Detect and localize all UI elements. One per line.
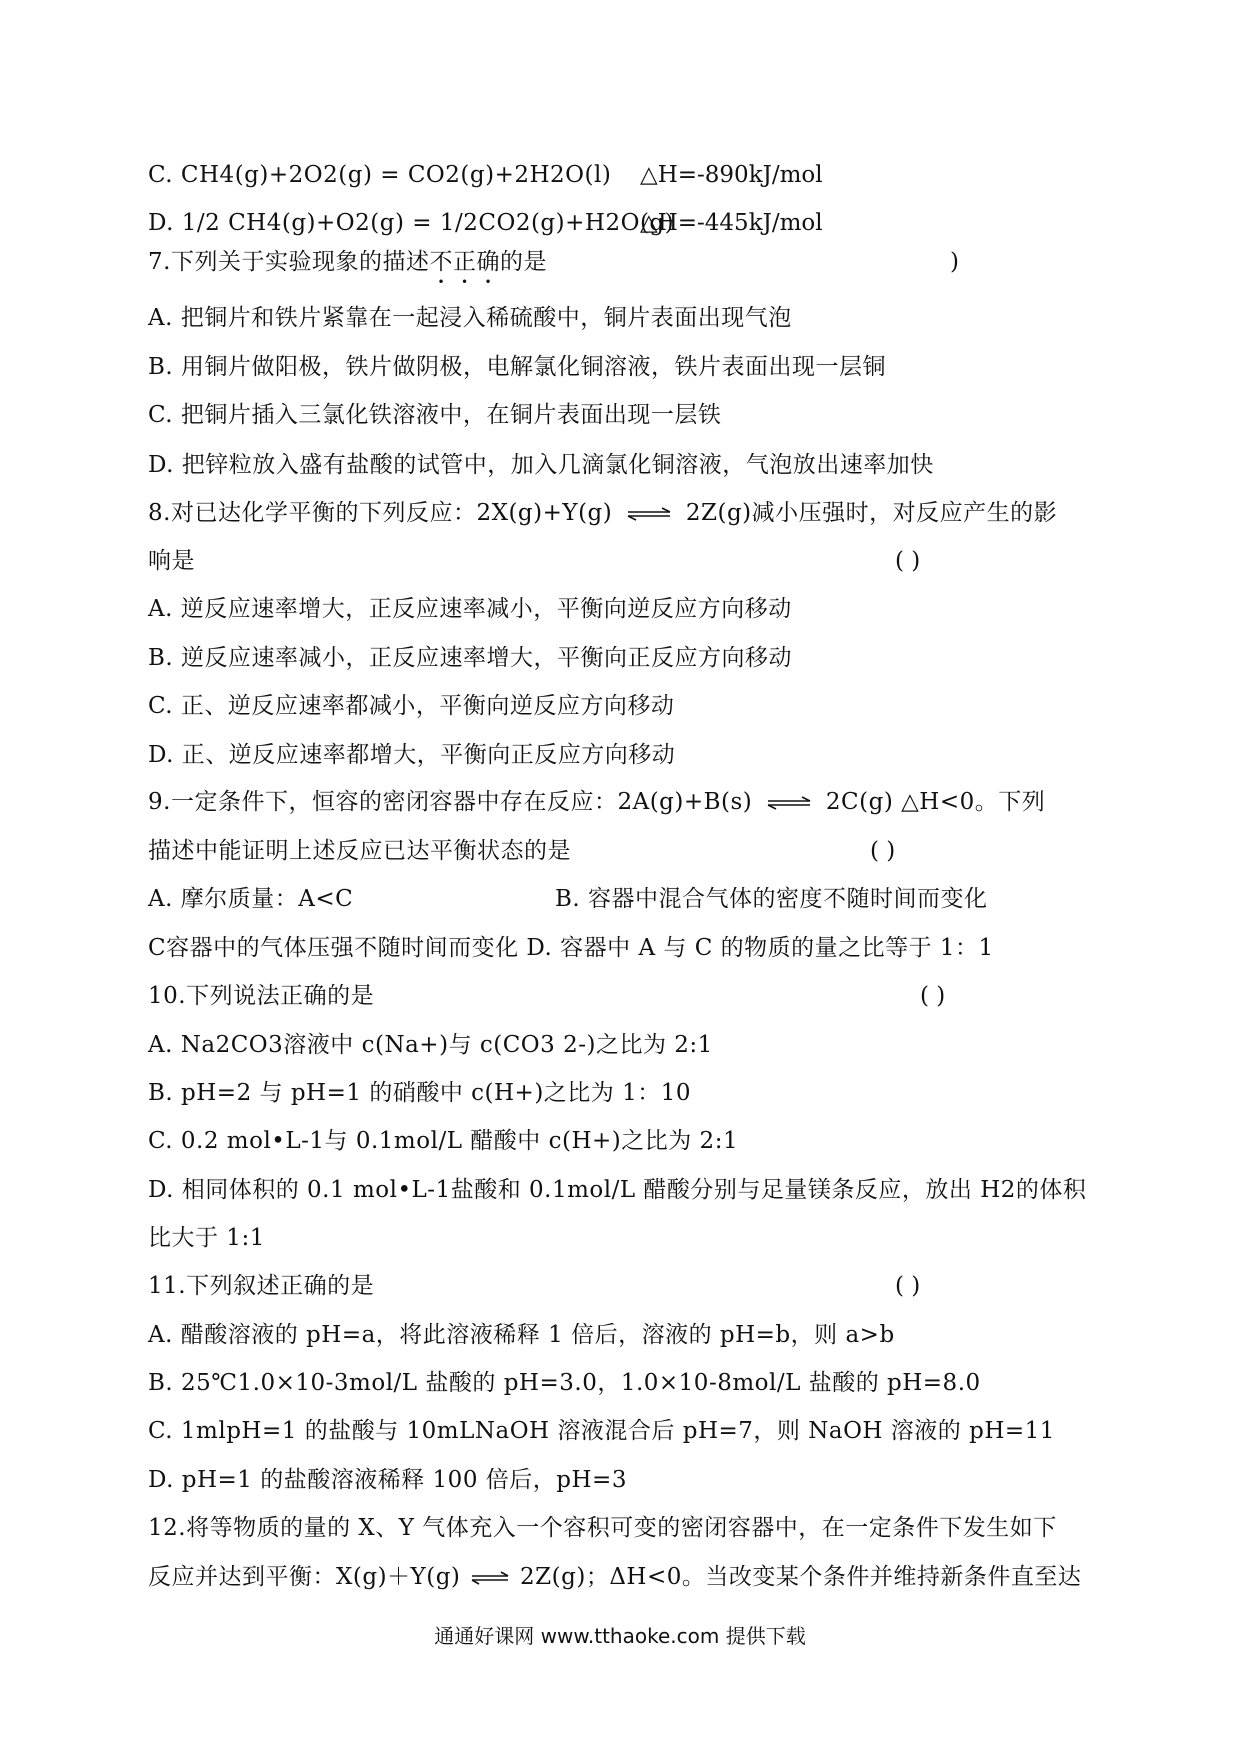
page-footer: 通通好课网 www.tthaoke.com 提供下载 xyxy=(434,1624,806,1648)
q10-option-c: C. 0.2 mol•L-1与 0.1mol/L 醋酸中 c(H+)之比为 2:1 xyxy=(148,1128,739,1154)
q6-option-d-equation: 1/2 CH4(g)+O2(g) = 1/2CO2(g)+H2O(g) xyxy=(181,210,675,236)
q6-option-c-equation: CH4(g)+2O2(g) = CO2(g)+2H2O(l) xyxy=(180,162,612,188)
q11-answer-paren: ( ) xyxy=(895,1273,921,1299)
q9-answer-paren: ( ) xyxy=(870,838,896,864)
equilibrium-arrow-icon xyxy=(626,507,672,521)
q10-option-b: B. pH=2 与 pH=1 的硝酸中 c(H+)之比为 1：10 xyxy=(148,1080,692,1106)
q8-option-c: C. 正、逆反应速率都减小，平衡向逆反应方向移动 xyxy=(148,693,675,719)
q8-option-a: A. 逆反应速率增大，正反应速率减小，平衡向逆反应方向移动 xyxy=(148,596,792,622)
q10-option-a: A. Na2CO3溶液中 c(Na+)与 c(CO3 2-)之比为 2:1 xyxy=(148,1032,713,1058)
q8-stem-cont: 响是 xyxy=(148,548,195,574)
q10-stem: 10.下列说法正确的是 xyxy=(148,983,375,1009)
equilibrium-arrow-icon xyxy=(470,1571,510,1585)
q7-option-d: D. 把锌粒放入盛有盐酸的试管中，加入几滴氯化铜溶液，气泡放出速率加快 xyxy=(148,452,934,478)
q12-stem: 12.将等物质的量的 X、Y 气体充入一个容积可变的密闭容器中，在一定条件下发生如下 xyxy=(148,1515,1057,1541)
q11-option-a: A. 醋酸溶液的 pH=a，将此溶液稀释 1 倍后，溶液的 pH=b，则 a>b xyxy=(148,1322,895,1348)
q9-option-cd: C容器中的气体压强不随时间而变化 D. 容器中 A 与 C 的物质的量之比等于 1：1 xyxy=(148,935,994,961)
q7-option-b: B. 用铜片做阳极，铁片做阴极，电解氯化铜溶液，铁片表面出现一层铜 xyxy=(148,354,887,380)
q9-stem-cont: 描述中能证明上述反应已达平衡状态的是 xyxy=(148,838,571,864)
q7-emphasis: 不正确 xyxy=(429,249,500,275)
q9-stem: 9.一定条件下，恒容的密闭容器中存在反应：2A(g)+B(s) 2C(g) △H<0。下列 xyxy=(148,789,1046,815)
q7-answer-paren: ) xyxy=(950,249,959,275)
q8-option-b: B. 逆反应速率减小，正反应速率增大，平衡向正反应方向移动 xyxy=(148,645,793,671)
q11-option-b: B. 25℃1.0×10-3mol/L 盐酸的 pH=3.0，1.0×10-8mol/L 盐酸的 pH=8.0 xyxy=(148,1370,981,1396)
q10-option-d-cont: 比大于 1:1 xyxy=(148,1225,265,1251)
q10-option-d: D. 相同体积的 0.1 mol•L-1盐酸和 0.1mol/L 醋酸分别与足量镁条反应，放出 H2的体积 xyxy=(148,1177,1087,1203)
q11-option-d: D. pH=1 的盐酸溶液稀释 100 倍后，pH=3 xyxy=(148,1467,627,1493)
q8-option-d: D. 正、逆反应速率都增大，平衡向正反应方向移动 xyxy=(148,742,676,768)
q6-option-d-enthalpy: △H=-445kJ/mol xyxy=(640,210,823,236)
q6-option-d: D. 1/2 CH4(g)+O2(g) = 1/2CO2(g)+H2O(g) xyxy=(148,210,675,236)
q9-option-b: B. 容器中混合气体的密度不随时间而变化 xyxy=(555,886,988,912)
q6-option-c: C. CH4(g)+2O2(g) = CO2(g)+2H2O(l) xyxy=(148,162,612,188)
q7-option-a: A. 把铜片和铁片紧靠在一起浸入稀硫酸中，铜片表面出现气泡 xyxy=(148,305,792,331)
q11-option-c: C. 1mlpH=1 的盐酸与 10mLNaOH 溶液混合后 pH=7，则 NaOH 溶液的 pH=11 xyxy=(148,1418,1055,1444)
q12-stem-cont: 反应并达到平衡：X(g)＋Y(g) 2Z(g)；ΔH<0。当改变某个条件并维持新条件直至达 xyxy=(148,1564,1082,1590)
q6-option-c-enthalpy: △H=-890kJ/mol xyxy=(640,162,823,188)
q8-answer-paren: ( ) xyxy=(895,548,921,574)
q7-option-c: C. 把铜片插入三氯化铁溶液中，在铜片表面出现一层铁 xyxy=(148,402,722,428)
q10-answer-paren: ( ) xyxy=(920,983,946,1009)
q11-stem: 11.下列叙述正确的是 xyxy=(148,1273,375,1299)
q7-stem: 7.下列关于实验现象的描述不正确的是 xyxy=(148,249,547,275)
q9-option-a: A. 摩尔质量：A<C xyxy=(148,886,354,912)
equilibrium-arrow-icon xyxy=(766,796,812,810)
q8-stem: 8.对已达化学平衡的下列反应：2X(g)+Y(g) 2Z(g)减小压强时，对反应产生的影 xyxy=(148,500,1058,526)
